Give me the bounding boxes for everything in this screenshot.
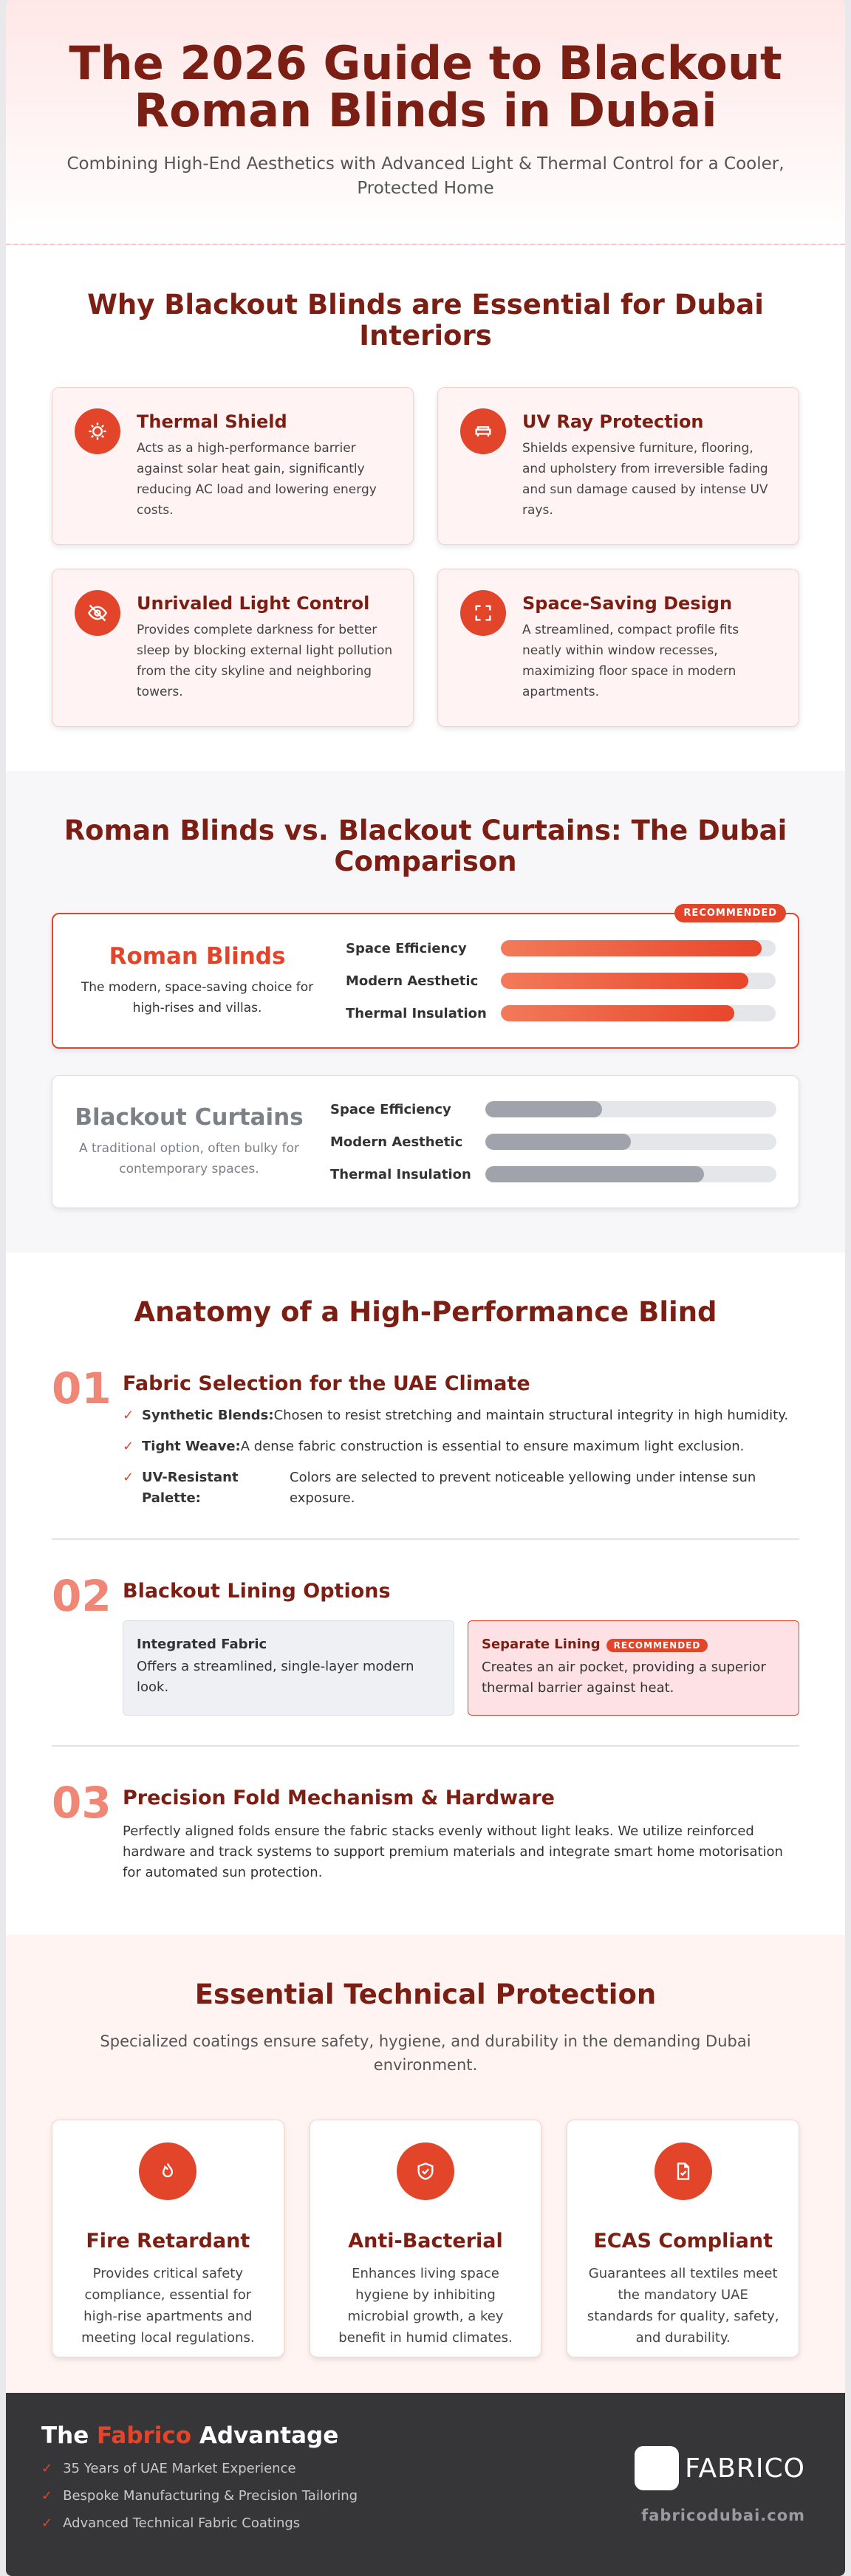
website-link[interactable]: fabricodubai.com xyxy=(641,2507,805,2524)
check-icon: ✓ xyxy=(123,1439,134,1454)
rating-row xyxy=(330,1093,776,1126)
rating-label: Modern Aesthetic xyxy=(330,1134,463,1150)
flame-icon xyxy=(139,2142,196,2200)
feature-label: Synthetic Blends: xyxy=(142,1408,274,1423)
page xyxy=(6,0,845,2576)
step-number: 03 xyxy=(52,1778,112,1828)
page-title: The 2026 Guide to Blackout Roman Blinds in Dubai xyxy=(69,36,782,137)
document-check-icon xyxy=(655,2142,712,2200)
anatomy-item-fabric xyxy=(52,1360,799,1538)
rating-label: Modern Aesthetic xyxy=(346,973,479,989)
tech-text: Provides critical safety compliance, essential for high-rise apartments and meeting local regulations. xyxy=(81,2266,255,2346)
divider xyxy=(52,1538,799,1540)
step-text: Perfectly aligned folds ensure the fabric stacks evenly without light leaks. We utilize reinforced hardware and track systems to support premium materials and integrate smart home motorisation for automated sun protection. xyxy=(123,1823,783,1880)
why-heading: Why Blackout Blinds are Essential for Dubai Interiors xyxy=(87,289,764,352)
benefit-title: UV Ray Protection xyxy=(522,411,704,432)
check-icon: ✓ xyxy=(41,2515,53,2531)
benefit-text: Shields expensive furniture, flooring, and upholstery from irreversible fading and sun damage caused by intense UV rays. xyxy=(522,441,768,518)
rating-row xyxy=(330,1158,776,1191)
feature-label: Tight Weave: xyxy=(142,1439,241,1454)
footer xyxy=(6,2393,845,2576)
benefit-title: Thermal Shield xyxy=(137,411,287,432)
advantage-item: ✓ Advanced Technical Fabric Coatings xyxy=(41,2515,301,2531)
feature-label: UV-Resistant Palette: xyxy=(142,1470,239,1506)
benefit-title: Unrivaled Light Control xyxy=(137,593,370,614)
rating-label: Thermal Insulation xyxy=(330,1166,471,1182)
rating-label: Thermal Insulation xyxy=(346,1005,487,1021)
feature-row xyxy=(123,1467,799,1509)
rating-track xyxy=(485,1134,776,1150)
rating-bar xyxy=(485,1166,704,1182)
rating-bar xyxy=(501,973,748,989)
step-title: Blackout Lining Options xyxy=(123,1580,391,1603)
tech-text: Enhances living space hygiene by inhibiting microbial growth, a key benefit in humid climates. xyxy=(338,2266,513,2346)
rating-track xyxy=(485,1166,776,1182)
benefit-card-thermal xyxy=(52,387,414,545)
recommended-badge: RECOMMENDED xyxy=(606,1639,708,1652)
tech-title: Fire Retardant xyxy=(86,2230,250,2253)
shield-check-icon xyxy=(397,2142,454,2200)
page-subtitle: Combining High-End Aesthetics with Advanced Light & Thermal Control for a Cooler, Protected Home xyxy=(66,154,785,198)
feature-row xyxy=(123,1405,799,1426)
comparison-section xyxy=(6,771,845,1253)
rating-track xyxy=(501,1005,776,1021)
benefit-text: A streamlined, compact profile fits neatly within window recesses, maximizing floor space in modern apartments. xyxy=(522,623,739,699)
benefit-text: Acts as a high-performance barrier against solar heat gain, significantly reducing AC load and lowering energy costs. xyxy=(137,441,377,518)
why-section xyxy=(6,245,845,771)
rating-track xyxy=(485,1101,776,1117)
feature-row xyxy=(123,1436,799,1457)
feature-text: Colors are selected to prevent noticeable yellowing under intense sun exposure. xyxy=(290,1470,756,1506)
step-title: Fabric Selection for the UAE Climate xyxy=(123,1372,530,1395)
check-icon: ✓ xyxy=(123,1408,134,1423)
feature-text: A dense fabric construction is essential to ensure maximum light exclusion. xyxy=(240,1439,745,1454)
benefit-card-uv xyxy=(437,387,799,545)
rating-bar xyxy=(501,940,762,956)
check-icon: ✓ xyxy=(41,2488,53,2504)
hero xyxy=(6,0,845,245)
advantage-item: ✓ 35 Years of UAE Market Experience xyxy=(41,2461,296,2476)
comparison-heading: Roman Blinds vs. Blackout Curtains: The Dubai Comparison xyxy=(64,815,787,877)
benefit-title: Space-Saving Design xyxy=(522,593,733,614)
rating-label: Space Efficiency xyxy=(346,940,467,956)
sofa-icon xyxy=(460,408,506,454)
eye-off-icon xyxy=(75,590,120,636)
check-icon: ✓ xyxy=(123,1470,134,1485)
sun-icon xyxy=(75,408,120,454)
benefit-card-light xyxy=(52,569,414,727)
lining-title: Integrated Fabric xyxy=(137,1637,267,1652)
rating-track xyxy=(501,940,776,956)
feature-text: Chosen to resist stretching and maintain structural integrity in high humidity. xyxy=(273,1408,789,1423)
tech-card-ecas xyxy=(567,2120,799,2357)
curtains-title: Blackout Curtains xyxy=(75,1104,304,1131)
lining-title: Separate Lining xyxy=(482,1637,601,1652)
rating-row xyxy=(346,932,776,965)
anatomy-section xyxy=(6,1253,845,1935)
check-icon: ✓ xyxy=(41,2461,53,2476)
footer-title: The Fabrico Advantage xyxy=(41,2422,339,2449)
lining-text: Offers a streamlined, single-layer modern look. xyxy=(137,1659,414,1695)
logo-wordmark: FABRICO xyxy=(685,2453,805,2484)
step-title: Precision Fold Mechanism & Hardware xyxy=(123,1787,555,1809)
divider xyxy=(52,1745,799,1747)
rating-bar xyxy=(485,1101,602,1117)
tech-card-antibacterial xyxy=(310,2120,542,2357)
tech-title: Anti-Bacterial xyxy=(348,2230,503,2253)
benefit-card-space xyxy=(437,569,799,727)
lining-option-integrated xyxy=(123,1620,454,1716)
roman-title: Roman Blinds xyxy=(109,943,286,970)
recommended-badge: RECOMMENDED xyxy=(674,904,786,922)
tech-text: Guarantees all textiles meet the mandatory UAE standards for quality, safety, and durability. xyxy=(587,2266,779,2346)
advantage-item: ✓ Bespoke Manufacturing & Precision Tailoring xyxy=(41,2488,358,2504)
technical-heading: Essential Technical Protection xyxy=(194,1979,657,2010)
anatomy-item-mechanism xyxy=(52,1775,799,1913)
rating-bar xyxy=(501,1005,734,1021)
tech-card-fire xyxy=(52,2120,284,2357)
technical-subtitle: Specialized coatings ensure safety, hygiene, and durability in the demanding Dubai environment. xyxy=(100,2032,751,2074)
rating-row xyxy=(346,997,776,1030)
rating-bar xyxy=(485,1134,631,1150)
benefit-text: Provides complete darkness for better sleep by blocking external light pollution from the city skyline and neighboring towers. xyxy=(137,623,393,699)
step-number: 02 xyxy=(52,1571,112,1621)
footer-brand: Fabrico xyxy=(97,2422,192,2449)
curtains-desc: A traditional option, often bulky for contemporary spaces. xyxy=(78,1141,300,1176)
anatomy-heading: Anatomy of a High-Performance Blind xyxy=(134,1296,717,1328)
rating-row xyxy=(330,1126,776,1158)
rating-label: Space Efficiency xyxy=(330,1101,451,1117)
anatomy-item-lining xyxy=(52,1568,799,1745)
tech-title: ECAS Compliant xyxy=(593,2230,773,2253)
rating-row xyxy=(346,965,776,997)
lining-text: Creates an air pocket, providing a superior thermal barrier against heat. xyxy=(482,1659,766,1696)
technical-section xyxy=(6,1935,845,2393)
lining-option-separate xyxy=(468,1620,799,1716)
roman-blinds-panel xyxy=(52,908,799,1049)
step-number: 01 xyxy=(52,1363,112,1414)
roman-desc: The modern, space-saving choice for high-rises and villas. xyxy=(81,980,314,1015)
blackout-curtains-panel xyxy=(52,1075,799,1208)
rating-track xyxy=(501,973,776,989)
brand-logo[interactable] xyxy=(635,2446,805,2524)
logo-mark-icon xyxy=(635,2446,679,2490)
expand-icon xyxy=(460,590,506,636)
